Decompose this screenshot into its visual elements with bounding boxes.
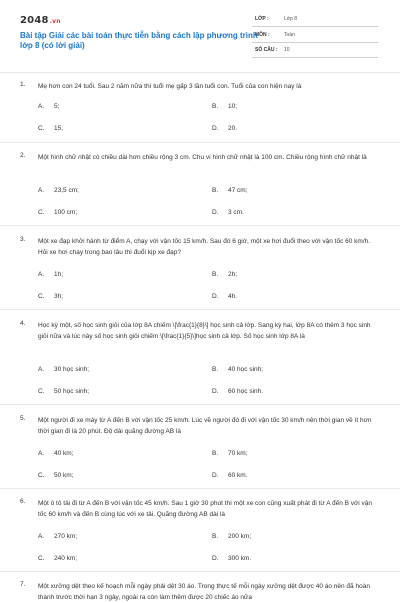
option-letter: A. [38,533,45,540]
option-b[interactable] [212,366,263,373]
option-text: 5; [54,103,60,110]
option-letter: B. [212,450,219,457]
question-number: 1. [20,81,26,88]
option-d[interactable] [212,125,237,132]
option-letter: C. [38,293,45,300]
option-text: 47 cm; [228,187,248,194]
option-b[interactable] [212,271,237,278]
option-letter: C. [38,125,45,132]
option-text: 40 học sinh; [228,366,264,373]
option-text: 40 km; [54,450,74,457]
option-a[interactable] [38,271,63,278]
option-text: 1h; [54,271,64,278]
question-number: 5. [20,415,26,422]
option-c[interactable] [38,555,77,562]
option-letter: A. [38,103,45,110]
logo-suffix: .vn [49,18,61,25]
question-divider [0,225,400,226]
meta-subject-label: MÔN : [255,32,270,38]
option-text: 23,5 cm; [54,187,79,194]
option-d[interactable] [212,388,263,395]
option-text: 20. [228,125,238,132]
option-letter: B. [212,271,219,278]
option-letter: C. [38,388,45,395]
option-text: 270 km; [54,533,78,540]
option-letter: D. [212,125,219,132]
logo-text: 2048 [20,15,49,26]
option-letter: D. [212,472,219,479]
option-letter: C. [38,209,45,216]
question-divider [0,404,400,405]
option-c[interactable] [38,388,89,395]
question-divider [0,571,400,572]
option-text: 70 km; [228,450,248,457]
option-c[interactable] [38,472,74,479]
question-text: Mẹ hơn con 24 tuổi. Sau 2 năm nữa thì tuổi mẹ gấp 3 lần tuổi con. Tuổi của con hiện nay là [38,83,302,90]
option-letter: A. [38,187,45,194]
option-text: 60 km. [228,472,248,479]
option-c[interactable] [38,293,63,300]
option-letter: A. [38,271,45,278]
option-c[interactable] [38,125,63,132]
option-a[interactable] [38,103,59,110]
option-letter: A. [38,366,45,373]
option-letter: B. [212,187,219,194]
option-b[interactable] [212,533,251,540]
question-number: 2. [20,152,26,159]
meta-grade [252,12,378,27]
option-letter: C. [38,472,45,479]
option-d[interactable] [212,472,248,479]
option-text: 3 cm. [228,209,244,216]
question-text: Học kỳ một, số học sinh giỏi của lớp 8A chiếm \[\frac{1}{8}\] học sinh cả lớp. Sang kỳ hai, lớp 8A có thêm 3 học sinh giỏi nữa và lúc này số học sinh giỏi chiếm \[\frac{1}{5}\]học sinh cả lớp. Số học sinh lớp 8A là [38,322,371,340]
option-text: 4h. [228,293,238,300]
option-text: 300 km. [228,555,252,562]
option-letter: D. [212,293,219,300]
question-divider [0,309,400,310]
question-divider [0,488,400,489]
option-letter: C. [38,555,45,562]
option-a[interactable] [38,533,77,540]
option-d[interactable] [212,555,251,562]
option-a[interactable] [38,187,79,194]
option-text: 10; [228,103,238,110]
question-number: 6. [20,498,26,505]
page-title: Bài tập Giải các bài toán thực tiễn bằng cách lập phương trình lớp 8 (có lời giải) [20,31,258,50]
meta-count-value: 10 [284,47,290,53]
option-text: 100 cm; [54,209,78,216]
option-letter: D. [212,388,219,395]
question-text: Một người đi xe máy từ A đến B với vận tốc 25 km/h. Lúc về người đó đi với vận tốc 30 km/h nên thời gian về ít hơn thời gian đi là 20 phút. Độ dài quãng đường AB là [38,417,372,435]
option-text: 60 học sinh. [228,388,264,395]
meta-grade-value: Lớp 8 [284,16,298,22]
question-number: 7. [20,581,26,588]
option-d[interactable] [212,293,237,300]
option-letter: B. [212,103,219,110]
meta-subject-value: Toán [284,32,295,38]
option-b[interactable] [212,103,237,110]
option-a[interactable] [38,450,74,457]
page-header [0,0,400,72]
option-d[interactable] [212,209,244,216]
option-b[interactable] [212,450,248,457]
question-text: Một hình chữ nhật có chiều dài hơn chiều rộng 3 cm. Chu vi hình chữ nhật là 100 cm. Chiều rộng hình chữ nhật là [38,154,367,161]
option-letter: A. [38,450,45,457]
option-text: 50 học sinh; [54,388,90,395]
meta-count-label: SỐ CÂU : [255,47,278,53]
option-text: 3h; [54,293,64,300]
meta-count [252,43,378,58]
option-text: 240 km; [54,555,78,562]
question-divider [0,142,400,143]
question-number: 4. [20,320,26,327]
option-c[interactable] [38,209,77,216]
meta-grade-label: LỚP : [255,16,269,22]
option-letter: D. [212,209,219,216]
option-b[interactable] [212,187,248,194]
option-letter: B. [212,366,219,373]
question-number: 3. [20,236,26,243]
option-letter: D. [212,555,219,562]
meta-subject [252,28,378,43]
option-text: 200 km; [228,533,252,540]
option-letter: B. [212,533,219,540]
option-text: 2h; [228,271,238,278]
question-text: Một xưởng dệt theo kế hoạch mỗi ngày phải dệt 30 áo. Trong thực tế mỗi ngày xưởng dệt được 40 áo nên đã hoàn thành trước thời hạn 3 ngày, ngoài ra còn làm thêm được 20 chiếc áo nữa [38,583,370,601]
header-divider [0,72,400,73]
question-text: Một ô tô tải đi từ A đến B với vận tốc 45 km/h. Sau 1 giờ 30 phút thì một xe con cũng xuất phát đi từ A đến B với vận tốc 60 km/h và đến B cùng lúc với xe tải. Quãng đường AB dài là [38,500,373,518]
option-text: 15; [54,125,64,132]
option-a[interactable] [38,366,89,373]
option-text: 50 km; [54,472,74,479]
site-logo[interactable] [20,15,61,26]
question-text: Một xe đạp khởi hành từ điểm A, chạy với vận tốc 15 km/h. Sau đó 6 giờ, một xe hơi đuổi theo với vận tốc 60 km/h. Hỏi xe hơi chạy trong bao lâu thì đuổi kịp xe đạp? [38,238,371,256]
option-text: 30 học sinh; [54,366,90,373]
